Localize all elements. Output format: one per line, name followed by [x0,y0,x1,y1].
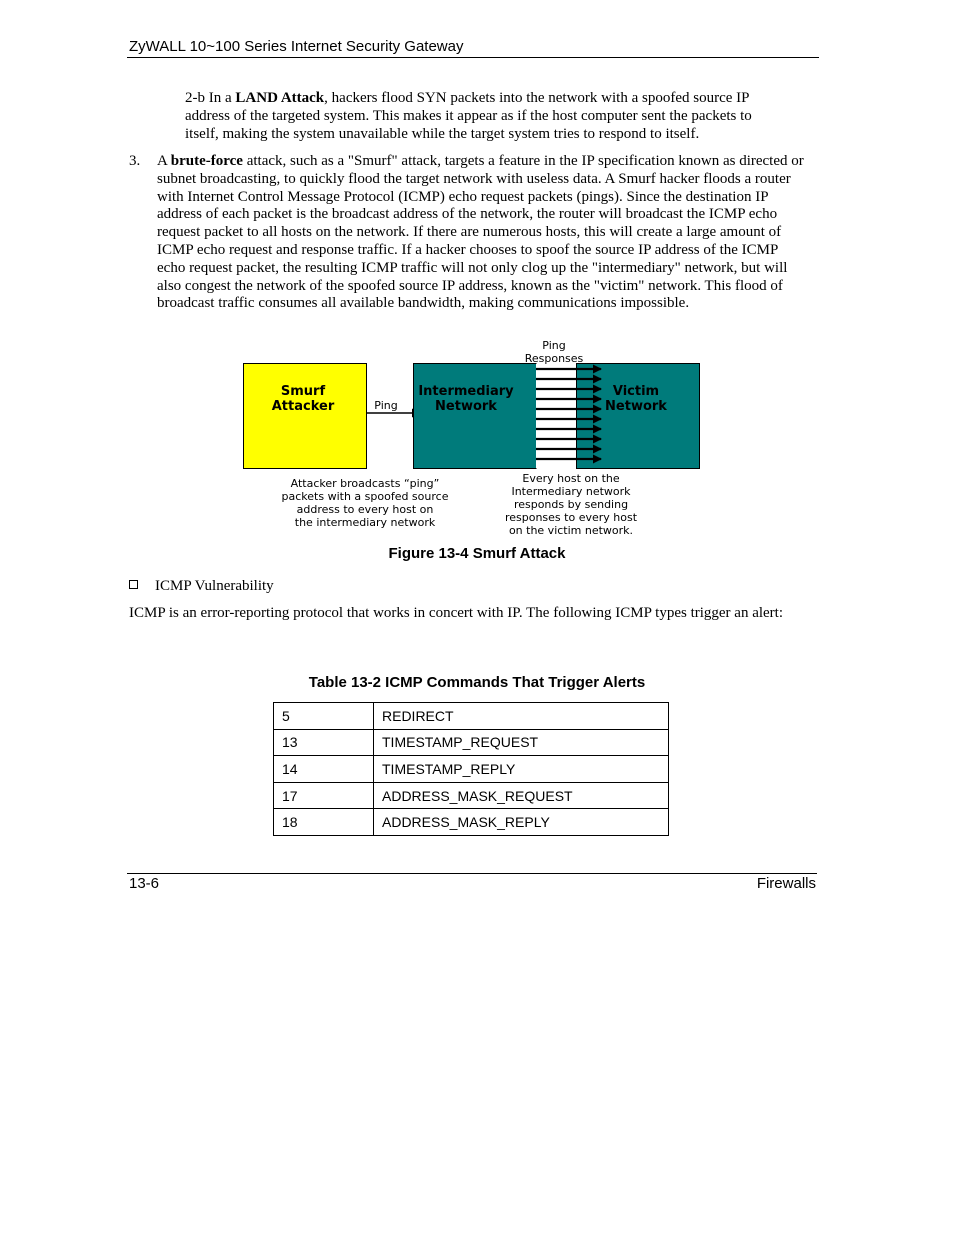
icmp-type-cell: TIMESTAMP_REPLY [374,756,669,783]
table-row [274,729,669,756]
responses-label-line2: Responses [524,352,584,365]
icmp-type-cell: TIMESTAMP_REQUEST [374,729,669,756]
land-text: , hackers flood SYN packets into the network with a spoofed source IP address of the targeted system. This makes it appear as if the host computer sent the packets to itself, making the system unavailable while the target system tries to respond to itself. [185,90,752,142]
icmp-bullet [129,578,274,595]
icmp-code-cell: 14 [274,756,374,783]
icmp-code-cell: 5 [274,703,374,730]
list-number: 3. [129,153,141,169]
svg-text:Intermediary network: Intermediary network [511,485,631,498]
icmp-type-cell: ADDRESS_MASK_REQUEST [374,782,669,809]
header-rule [127,57,819,58]
table-row [274,809,669,836]
table-row [274,756,669,783]
table-caption: Table 13-2 ICMP Commands That Trigger Alerts [308,674,646,691]
victim-label-line2: Network [605,399,667,414]
svg-text:responds by sending: responds by sending [513,498,629,511]
intermediary-label-line1: Intermediary [418,384,514,399]
ping-label: Ping [374,399,398,412]
svg-text:on the victim network.: on the victim network. [508,524,634,537]
footer-rule [127,873,817,874]
victim-label-line1: Victim [612,384,660,399]
intermediary-network-box [414,364,537,469]
attacker-caption [282,477,449,529]
table-row [274,782,669,809]
smurf-term: brute-force [170,153,243,169]
svg-text:Every host on the: Every host on the [522,472,620,485]
intermediary-label-line2: Network [435,399,497,414]
icmp-code-cell: 18 [274,809,374,836]
svg-text:packets with a spoofed source: packets with a spoofed source [281,490,449,503]
icmp-type-cell: ADDRESS_MASK_REPLY [374,809,669,836]
running-header: ZyWALL 10~100 Series Internet Security Gateway [129,38,464,55]
icmp-code-cell: 13 [274,729,374,756]
icmp-type-cell: REDIRECT [374,703,669,730]
svg-text:Attacker broadcasts “ping”: Attacker broadcasts “ping” [290,477,440,490]
table-row [274,703,669,730]
chapter-name: Firewalls [756,875,816,892]
attacker-box [244,364,367,469]
icmp-code-cell: 17 [274,782,374,809]
figure-caption: Figure 13-4 Smurf Attack [388,545,566,562]
smurf-text: attack, such as a "Smurf" attack, targets a feature in the IP specification known as directed or subnet broadcasting, to quickly flood the target network with useless data. A Smurf hacker floods a router with Internet Control Message Protocol (ICMP) echo request packets (pings). Since the destination IP address of each packet is the broadcast address of the network, the router will broadcast the ICMP echo request packet to all hosts on the network. If there are numerous hosts, this will create a large amount of ICMP echo request and response traffic. If a hacker chooses to spoof the source IP address of the ICMP echo request packet, the resulting ICMP traffic will not only clog up the "intermediary" network, but will also congest the network of the spoofed source IP address, known as the "victim" network. This flood of broadcast traffic consumes all available bandwidth, making communications impossible. [157,153,804,312]
smurf-prefix: A [157,153,171,169]
attacker-label-line2: Attacker [271,399,335,414]
icmp-alert-table [273,702,669,836]
checkbox-bullet-icon [129,580,138,589]
attacker-label-line1: Smurf [280,384,326,399]
smurf-attack-paragraph [157,153,807,313]
responses-label-line1: Ping [542,339,566,352]
page-number: 13-6 [129,875,160,892]
land-term: LAND Attack [235,90,325,106]
icmp-intro: ICMP is an error-reporting protocol that works in concert with IP. The following ICMP types trigger an alert: [129,605,784,621]
svg-text:responses to every host: responses to every host [504,511,638,524]
responses-caption [505,472,638,537]
icmp-bullet-label: ICMP Vulnerability [155,578,274,594]
land-attack-paragraph [185,90,785,143]
land-prefix: 2-b In a [185,90,236,106]
svg-text:the intermediary network: the intermediary network [294,516,436,529]
svg-text:address to every host on: address to every host on [296,503,434,516]
smurf-attack-diagram [243,337,703,537]
